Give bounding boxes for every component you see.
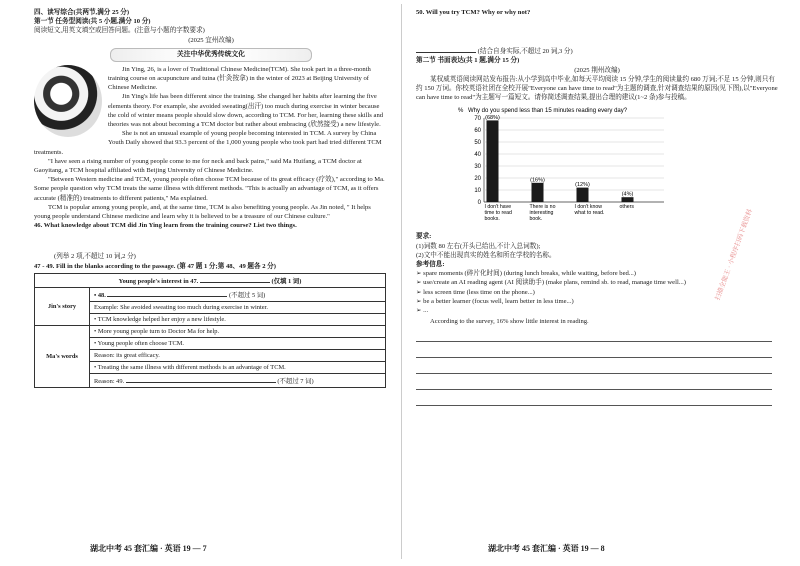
question-46: 46. What knowledge about TCM did Jin Ying learn from the training course? List two things. [34,222,297,230]
answer-space-50 [416,17,778,45]
chart-bar [532,183,544,202]
table-header-text: Young people's interest in 47. [118,277,199,285]
reference-4: ➢ be a better learner (focus well, learn better in less time...) [416,297,574,305]
chart-y-tick-label: 50 [474,140,481,147]
chart-category-label: I don't know what to read. [574,204,605,217]
chart-bar [487,121,499,203]
yin-yang-image [34,65,102,137]
blank-50[interactable] [416,45,476,53]
blank-48-note: (不超过 5 词) [229,291,266,299]
reference-1: ➢ spare moments (碎片化时间) (during lunch breaks, while waiting, before bed...) [416,270,636,278]
chart-data-label: (12%) [575,182,590,189]
jin-row-2: Example: She avoided sweating too much during exercise in winter. [90,301,386,313]
reference-2: ➢ use/create an AI reading agent (AI 阅读助手) (make plans, remind sb. to read, manage time well...) [416,279,686,287]
writing-line-2[interactable] [416,342,772,358]
para-1: Jin Ying, 26, is a lover of Traditional Chinese Medicine(TCM). She took part in a three-month training course on acupuncture and tuina (针灸按拿) in the winter of 2023 at Beijing University of Chinese Medicine. [108,65,371,92]
part1-title: 第一节 任务型阅读(共 5 小题,满分 10 分) [34,18,151,26]
fill-table [34,273,386,388]
question-47-49: 47 - 49. Fill in the blanks according to the passage. (第 47 题 1 分;第 48、49 题各 2 分) [34,262,276,270]
blank-49-note: (不超过 7 词) [277,377,314,385]
chart-category-label: There is no interesting book. [529,204,556,223]
chart-data-label: (68%) [485,115,500,122]
reference-title: 参考信息: [416,261,445,269]
chart-y-tick-label: 60 [474,128,481,135]
chart-bar [577,188,589,202]
chart-y-tick-label: 40 [474,152,481,159]
ma-row-2: • Young people often choose TCM. [90,337,386,349]
watermark-stamp: 扫描全能王 · 小程序扫码下载资料 [714,208,754,302]
question-50: 50. Will you try TCM? Why or why not? [416,9,531,16]
para-6: TCM is popular among young people, and, at the same time, TCM is also benefiting young people. As Jin noted, " It helps young people understand Chinese medicine and learn why it is believed to be a treasure of our Chinese culture." [34,203,371,221]
ma-row-5 [90,373,386,387]
chart-y-tick-label: 10 [474,188,481,195]
chart-category-label: I don't have time to read books. [484,204,512,223]
chart-ylabel: % [458,108,464,115]
writing-line-3[interactable] [416,358,772,374]
blank-48[interactable] [107,289,227,297]
q50-note: (结合自身实际,不超过 20 词,3 分) [477,48,573,56]
requirements-title: 要求: [416,233,432,241]
chart-y-tick-label: 30 [474,164,481,171]
chart-category-label: others [619,204,634,211]
part2-title: 第二节 书面表达(共 1 题,满分 15 分) [416,57,520,65]
q46-note: (列举 2 项,不超过 10 词,2 分) [54,253,136,261]
reference-5: ➢ ... [416,307,429,315]
ma-label: Ma's words [35,325,90,387]
writing-prompt: 某权威英语阅读网站发布报告:从小学到高中毕业,如每天平均阅读 15 分钟,学生的阅读量约 680 万词;不足 15 分钟,则只有约 150 万词。你校英语社团在全校开展"Everyone can have time to read"为主题的调查,针对调查结果的原因(见下图),以"Everyone can have time to read"为主题写一篇短文。请你简述调查结果,提出合理的建议(1~2 条)参与投稿。 [416,75,778,102]
chart-data-label: (4%) [621,192,634,199]
chart-title: Why do you spend less than 15 minutes reading every day? [468,108,628,115]
table-header [35,273,386,287]
writing-line-5[interactable] [416,390,772,406]
para-5: "Between Western medicine and TCM, young people often choose TCM because of its great efficacy (疗效)," according to Ma. Some people question why TCM treats the same illness with different methods. "This is actually an advantage of TCM, as it offers accurate (精准的) treatments to different patients," Ma explained. [34,176,385,202]
culture-banner: 关注中华优秀传统文化 [110,48,312,62]
chart-bar [622,198,634,203]
chart-y-tick-label: 70 [474,116,481,123]
para-2: Jin Ying's life has been different since the training. She changed her habits after learning the five elements theory. For example, she avoided sweating(出汗) too much during exercise in winter because the cold of winter means people should slow down, according to TCM. For her, learning these skills and theories was not about becoming a TCM doctor but rather about embracing (欣然接受) a new lifestyle. [108,93,384,129]
requirement-1: (1)词数 80 左右(开头已给出,不计入总词数); [416,242,541,250]
section-title: 四、读写综合(共两节,满分 25 分) [34,9,130,16]
left-footer: 湖北中考 45 套汇编 · 英语 19 — 7 [90,544,207,553]
writing-line-1[interactable] [416,326,772,342]
answer-space-46 [34,230,388,252]
para-4: "I have seen a rising number of young people come to me for neck and back pains," said Ma Huifang, a TCM doctor at Gaoyitang, a TCM hospital affiliated with Beijing University of Chinese Medicine. [34,157,362,175]
ma-row-3: Reason: its great efficacy. [90,349,386,361]
chart-data-label: (16%) [530,177,545,184]
blank-48-label: • 48. [94,291,106,299]
writing-line-4[interactable] [416,374,772,390]
essay-start: According to the survey, 16% show little interest in reading. [430,318,589,326]
chart-y-tick-label: 0 [477,200,481,207]
right-source-note: (2025 荆州改编) [574,66,620,74]
jin-row-3: • TCM knowledge helped her enjoy a new lifestyle. [90,313,386,325]
instructions: 阅读短文,用英文填空或回答问题。(注意与小题的字数要求) [34,27,205,35]
right-page [402,0,800,566]
source-note: (2025 宜州改编) [188,36,234,44]
reference-3: ➢ less screen time (less time on the phone...) [416,288,535,296]
survey-chart [456,104,682,232]
table-header-note: (仅填 1 词) [271,277,302,285]
chart-svg [456,104,682,232]
para-3: She is not an unusual example of young people becoming interested in TCM. A survey by China Youth Daily showed that 93.3 percent of the 1,000 young people who took part had tried different TCM treatments. [34,130,382,156]
jin-row-1 [90,287,386,301]
q50-note-line [416,45,778,56]
blank-49-label: Reason: 49. [94,377,125,385]
blank-49[interactable] [126,375,276,383]
jin-label: Jin's story [35,287,90,325]
requirement-2: (2)文中不能出现真实的姓名和所在学校的名称。 [416,251,556,259]
ma-row-1: • More young people turn to Doctor Ma for help. [90,325,386,337]
chart-y-tick-label: 20 [474,176,481,183]
ma-row-4: • Treating the same illness with different methods is an advantage of TCM. [90,361,386,373]
blank-47[interactable] [200,275,270,283]
right-footer: 湖北中考 45 套汇编 · 英语 19 — 8 [488,544,605,553]
